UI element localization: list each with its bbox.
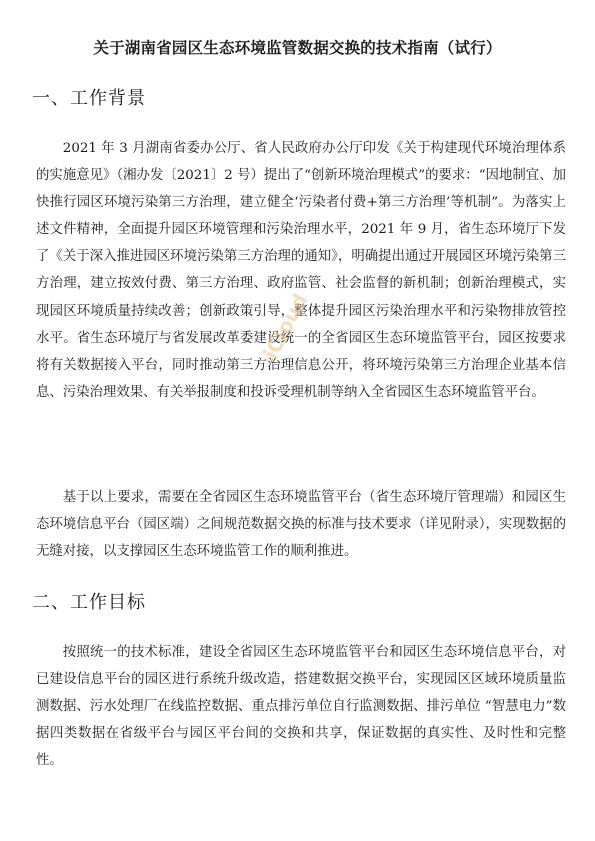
watermark-logo: iCloud [258,289,313,364]
section-heading-goals: 二、工作目标 [32,592,146,613]
paragraph-background-1: 2021 年 3 月湖南省委办公厅、省人民政府办公厅印发《关于构建现代环境治理体系的实施意见》（湘办发〔2021〕2 号）提出了“创新环境治理模式”的要求：“因地制宜、加快推行园区环境污染第三方治理，建立健全‘污染者付费+第三方治理’等机制”。为落实上述文件精神，全面提升园区环境管理和污染治理水平，2021 年 9 月，省生态环境厅下发了《关于深入推进园区环境污染第三方治理的通知》，明确提出通过开展园区环境污染第三方治理，建立按效付费、第三方治理、政府监管、社会监督的新机制；创新治理模式，实现园区环境质量持续改善；创新政策引导，整体提升园区污染治理水平和污染物排放管控水平。省生态环境厅与省发展改革委建设统一的全省园区生态环境监管平台，园区按要求将有关数据接入平台，同时推动第三方治理信息公开，将环境污染第三方治理企业基本信息、污染治理效果、有关举报制度和投诉受理机制等纳入全省园区生态环境监管平台。 [36,141,566,400]
document-title: 关于湖南省园区生态环境监管数据交换的技术指南（试行） [93,39,502,57]
paragraph-background-2: 基于以上要求，需要在全省园区生态环境监管平台（省生态环境厅管理端）和园区生态环境信息平台（园区端）之间规范数据交换的标准与技术要求（详见附录），实现数据的无缝对接，以支撑园区生态环境监管工作的顺利推进。 [36,490,566,560]
section-heading-background: 一、工作背景 [32,88,146,109]
paragraph-goals-1: 按照统一的技术标准，建设全省园区生态环境监管平台和园区生态环境信息平台，对已建设信息平台的园区进行系统升级改造，搭建数据交换平台，实现园区区域环境质量监测数据、污水处理厂在线监控数据、重点排污单位自行监测数据、排污单位 “智慧电力”数据四类数据在省级平台与园区平台间的交换和共享，保证数据的真实性、及时性和完整性。 [36,645,566,769]
